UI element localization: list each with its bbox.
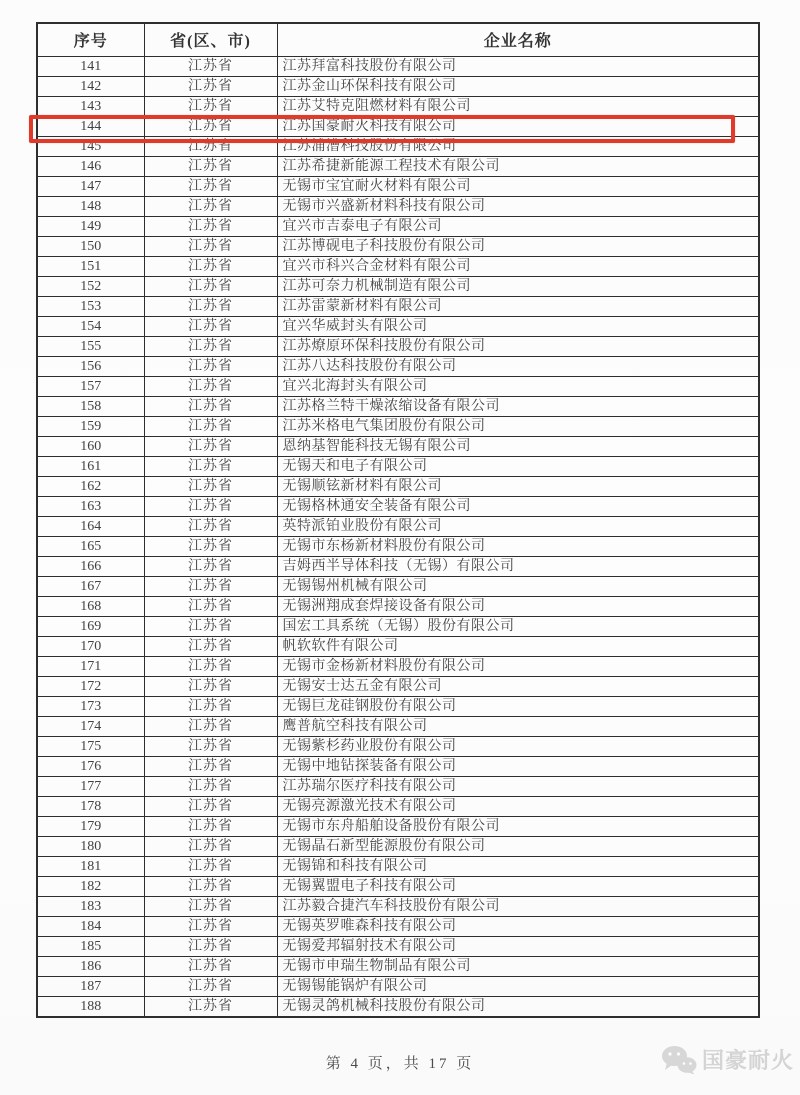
- table-row: [37, 836, 759, 856]
- row-province: 江苏省: [144, 636, 277, 656]
- row-company-name: 江苏格兰特干燥浓缩设备有限公司: [277, 396, 759, 416]
- row-company-name: 无锡洲翔成套焊接设备有限公司: [277, 596, 759, 616]
- row-company-name: 无锡锡州机械有限公司: [277, 576, 759, 596]
- row-company-name: 鹰普航空科技有限公司: [277, 716, 759, 736]
- table-row: [37, 216, 759, 236]
- row-company-name: 无锡爱邦辐射技术有限公司: [277, 936, 759, 956]
- row-serial-number: 141: [37, 56, 144, 76]
- table-row: [37, 636, 759, 656]
- row-company-name: 江苏瑞尔医疗科技有限公司: [277, 776, 759, 796]
- row-company-name: 宜兴市科兴合金材料有限公司: [277, 256, 759, 276]
- row-company-name: 江苏艾特克阻燃材料有限公司: [277, 96, 759, 116]
- row-serial-number: 148: [37, 196, 144, 216]
- row-province: 江苏省: [144, 596, 277, 616]
- table-row: [37, 316, 759, 336]
- header-serial-number: 序号: [37, 23, 144, 56]
- wechat-icon: [661, 1045, 697, 1075]
- row-serial-number: 152: [37, 276, 144, 296]
- table-row: [37, 516, 759, 536]
- row-province: 江苏省: [144, 996, 277, 1017]
- row-serial-number: 179: [37, 816, 144, 836]
- table-row: [37, 736, 759, 756]
- row-serial-number: 188: [37, 996, 144, 1017]
- row-company-name: 无锡市东杨新材料股份有限公司: [277, 536, 759, 556]
- row-province: 江苏省: [144, 956, 277, 976]
- row-province: 江苏省: [144, 96, 277, 116]
- row-serial-number: 170: [37, 636, 144, 656]
- row-province: 江苏省: [144, 356, 277, 376]
- row-company-name: 帆软软件有限公司: [277, 636, 759, 656]
- row-company-name: 英特派铂业股份有限公司: [277, 516, 759, 536]
- row-serial-number: 157: [37, 376, 144, 396]
- row-company-name: 无锡翼盟电子科技有限公司: [277, 876, 759, 896]
- row-province: 江苏省: [144, 816, 277, 836]
- row-company-name: 江苏雷蒙新材料有限公司: [277, 296, 759, 316]
- row-province: 江苏省: [144, 56, 277, 76]
- table-row: [37, 256, 759, 276]
- row-company-name: 江苏希捷新能源工程技术有限公司: [277, 156, 759, 176]
- table-row: [37, 776, 759, 796]
- row-serial-number: 158: [37, 396, 144, 416]
- row-company-name: 无锡锦和科技有限公司: [277, 856, 759, 876]
- row-province: 江苏省: [144, 856, 277, 876]
- table-row: [37, 76, 759, 96]
- row-province: 江苏省: [144, 836, 277, 856]
- row-serial-number: 183: [37, 896, 144, 916]
- row-company-name: 江苏浦漕科技股份有限公司: [277, 136, 759, 156]
- row-serial-number: 167: [37, 576, 144, 596]
- row-serial-number: 187: [37, 976, 144, 996]
- row-province: 江苏省: [144, 576, 277, 596]
- row-province: 江苏省: [144, 136, 277, 156]
- row-serial-number: 160: [37, 436, 144, 456]
- table-row: [37, 976, 759, 996]
- table-row: [37, 936, 759, 956]
- row-company-name: 江苏米格电气集团股份有限公司: [277, 416, 759, 436]
- row-serial-number: 143: [37, 96, 144, 116]
- row-serial-number: 176: [37, 756, 144, 776]
- row-company-name: 恩纳基智能科技无锡有限公司: [277, 436, 759, 456]
- row-serial-number: 153: [37, 296, 144, 316]
- row-serial-number: 184: [37, 916, 144, 936]
- row-province: 江苏省: [144, 216, 277, 236]
- table-row: [37, 296, 759, 316]
- row-company-name: 宜兴市吉泰电子有限公司: [277, 216, 759, 236]
- row-serial-number: 171: [37, 656, 144, 676]
- row-serial-number: 185: [37, 936, 144, 956]
- row-serial-number: 154: [37, 316, 144, 336]
- row-company-name: 无锡市宝宜耐火材料有限公司: [277, 176, 759, 196]
- table-row: [37, 576, 759, 596]
- row-province: 江苏省: [144, 556, 277, 576]
- row-company-name: 无锡中地钻探装备有限公司: [277, 756, 759, 776]
- row-company-name: 无锡格林通安全装备有限公司: [277, 496, 759, 516]
- row-serial-number: 163: [37, 496, 144, 516]
- page-indicator: 第 4 页，共 17 页: [325, 1056, 475, 1072]
- row-serial-number: 168: [37, 596, 144, 616]
- table-row: [37, 136, 759, 156]
- row-province: 江苏省: [144, 936, 277, 956]
- table-row: [37, 476, 759, 496]
- table-row: [37, 876, 759, 896]
- table-row: [37, 176, 759, 196]
- row-province: 江苏省: [144, 476, 277, 496]
- row-serial-number: 169: [37, 616, 144, 636]
- row-serial-number: 165: [37, 536, 144, 556]
- row-province: 江苏省: [144, 236, 277, 256]
- row-province: 江苏省: [144, 76, 277, 96]
- row-company-name: 无锡市申瑞生物制品有限公司: [277, 956, 759, 976]
- row-serial-number: 147: [37, 176, 144, 196]
- row-province: 江苏省: [144, 696, 277, 716]
- row-company-name: 江苏博砚电子科技股份有限公司: [277, 236, 759, 256]
- row-province: 江苏省: [144, 536, 277, 556]
- table-row: [37, 336, 759, 356]
- table-row: [37, 716, 759, 736]
- row-serial-number: 178: [37, 796, 144, 816]
- row-province: 江苏省: [144, 176, 277, 196]
- row-province: 江苏省: [144, 156, 277, 176]
- row-company-name: 无锡灵鸽机械科技股份有限公司: [277, 996, 759, 1017]
- row-company-name: 江苏八达科技股份有限公司: [277, 356, 759, 376]
- row-province: 江苏省: [144, 496, 277, 516]
- table-row: [37, 896, 759, 916]
- row-province: 江苏省: [144, 456, 277, 476]
- row-company-name: 江苏拜富科技股份有限公司: [277, 56, 759, 76]
- table-row: [37, 156, 759, 176]
- table-row: [37, 536, 759, 556]
- header-company-name: 企业名称: [277, 23, 759, 56]
- table-row: [37, 696, 759, 716]
- row-province: 江苏省: [144, 436, 277, 456]
- table-row: [37, 496, 759, 516]
- row-serial-number: 164: [37, 516, 144, 536]
- row-serial-number: 166: [37, 556, 144, 576]
- row-company-name: 宜兴华威封头有限公司: [277, 316, 759, 336]
- row-province: 江苏省: [144, 716, 277, 736]
- row-company-name: 江苏国豪耐火科技有限公司: [277, 116, 759, 136]
- table-row: [37, 376, 759, 396]
- row-company-name: 江苏金山环保科技有限公司: [277, 76, 759, 96]
- row-province: 江苏省: [144, 616, 277, 636]
- row-serial-number: 182: [37, 876, 144, 896]
- row-serial-number: 186: [37, 956, 144, 976]
- row-company-name: 无锡市东舟船舶设备股份有限公司: [277, 816, 759, 836]
- row-province: 江苏省: [144, 656, 277, 676]
- row-company-name: 无锡亮源激光技术有限公司: [277, 796, 759, 816]
- table-row: [37, 916, 759, 936]
- row-company-name: 无锡市兴盛新材料科技有限公司: [277, 196, 759, 216]
- table-row-highlighted: [37, 116, 759, 136]
- row-province: 江苏省: [144, 256, 277, 276]
- row-serial-number: 175: [37, 736, 144, 756]
- row-serial-number: 177: [37, 776, 144, 796]
- row-province: 江苏省: [144, 516, 277, 536]
- row-province: 江苏省: [144, 796, 277, 816]
- table-row: [37, 56, 759, 76]
- row-province: 江苏省: [144, 876, 277, 896]
- row-company-name: 无锡天和电子有限公司: [277, 456, 759, 476]
- row-serial-number: 142: [37, 76, 144, 96]
- row-company-name: 国宏工具系统（无锡）股份有限公司: [277, 616, 759, 636]
- table-row: [37, 676, 759, 696]
- table-row: [37, 556, 759, 576]
- row-province: 江苏省: [144, 416, 277, 436]
- row-province: 江苏省: [144, 116, 277, 136]
- table-row: [37, 456, 759, 476]
- row-company-name: 无锡顺铉新材料有限公司: [277, 476, 759, 496]
- row-serial-number: 159: [37, 416, 144, 436]
- row-serial-number: 144: [37, 116, 144, 136]
- row-serial-number: 181: [37, 856, 144, 876]
- company-table: [36, 22, 760, 1018]
- table-row: [37, 416, 759, 436]
- row-province: 江苏省: [144, 916, 277, 936]
- table-row: [37, 596, 759, 616]
- row-serial-number: 173: [37, 696, 144, 716]
- row-serial-number: 146: [37, 156, 144, 176]
- row-serial-number: 161: [37, 456, 144, 476]
- table-row: [37, 756, 759, 776]
- row-serial-number: 174: [37, 716, 144, 736]
- row-company-name: 无锡市金杨新材料股份有限公司: [277, 656, 759, 676]
- row-province: 江苏省: [144, 316, 277, 336]
- row-company-name: 无锡晶石新型能源股份有限公司: [277, 836, 759, 856]
- table-row: [37, 856, 759, 876]
- row-company-name: 无锡巨龙硅钢股份有限公司: [277, 696, 759, 716]
- row-serial-number: 162: [37, 476, 144, 496]
- row-serial-number: 145: [37, 136, 144, 156]
- table-row: [37, 276, 759, 296]
- watermark-label: 国豪耐火: [701, 1048, 794, 1073]
- table-row: [37, 816, 759, 836]
- row-province: 江苏省: [144, 976, 277, 996]
- row-company-name: 无锡安士达五金有限公司: [277, 676, 759, 696]
- table-row: [37, 236, 759, 256]
- row-province: 江苏省: [144, 376, 277, 396]
- table-row: [37, 616, 759, 636]
- header-province: 省(区、市): [144, 23, 277, 56]
- row-serial-number: 156: [37, 356, 144, 376]
- table-row: [37, 96, 759, 116]
- watermark: [661, 1044, 794, 1075]
- row-company-name: 江苏可奈力机械制造有限公司: [277, 276, 759, 296]
- row-province: 江苏省: [144, 276, 277, 296]
- row-province: 江苏省: [144, 896, 277, 916]
- table-row: [37, 656, 759, 676]
- row-company-name: 无锡英罗唯森科技有限公司: [277, 916, 759, 936]
- row-province: 江苏省: [144, 756, 277, 776]
- row-serial-number: 151: [37, 256, 144, 276]
- row-serial-number: 149: [37, 216, 144, 236]
- row-serial-number: 172: [37, 676, 144, 696]
- table-row: [37, 996, 759, 1017]
- row-province: 江苏省: [144, 736, 277, 756]
- row-province: 江苏省: [144, 676, 277, 696]
- table-row: [37, 396, 759, 416]
- row-serial-number: 155: [37, 336, 144, 356]
- row-company-name: 江苏燎原环保科技股份有限公司: [277, 336, 759, 356]
- table-row: [37, 356, 759, 376]
- table-header-row: [37, 23, 759, 56]
- row-serial-number: 180: [37, 836, 144, 856]
- row-serial-number: 150: [37, 236, 144, 256]
- row-province: 江苏省: [144, 296, 277, 316]
- row-province: 江苏省: [144, 776, 277, 796]
- row-company-name: 吉姆西半导体科技（无锡）有限公司: [277, 556, 759, 576]
- table-row: [37, 196, 759, 216]
- row-company-name: 宜兴北海封头有限公司: [277, 376, 759, 396]
- row-province: 江苏省: [144, 336, 277, 356]
- row-company-name: 无锡紫杉药业股份有限公司: [277, 736, 759, 756]
- row-company-name: 江苏毅合捷汽车科技股份有限公司: [277, 896, 759, 916]
- row-province: 江苏省: [144, 396, 277, 416]
- table-row: [37, 796, 759, 816]
- table-row: [37, 956, 759, 976]
- table-row: [37, 436, 759, 456]
- row-province: 江苏省: [144, 196, 277, 216]
- row-company-name: 无锡锡能锅炉有限公司: [277, 976, 759, 996]
